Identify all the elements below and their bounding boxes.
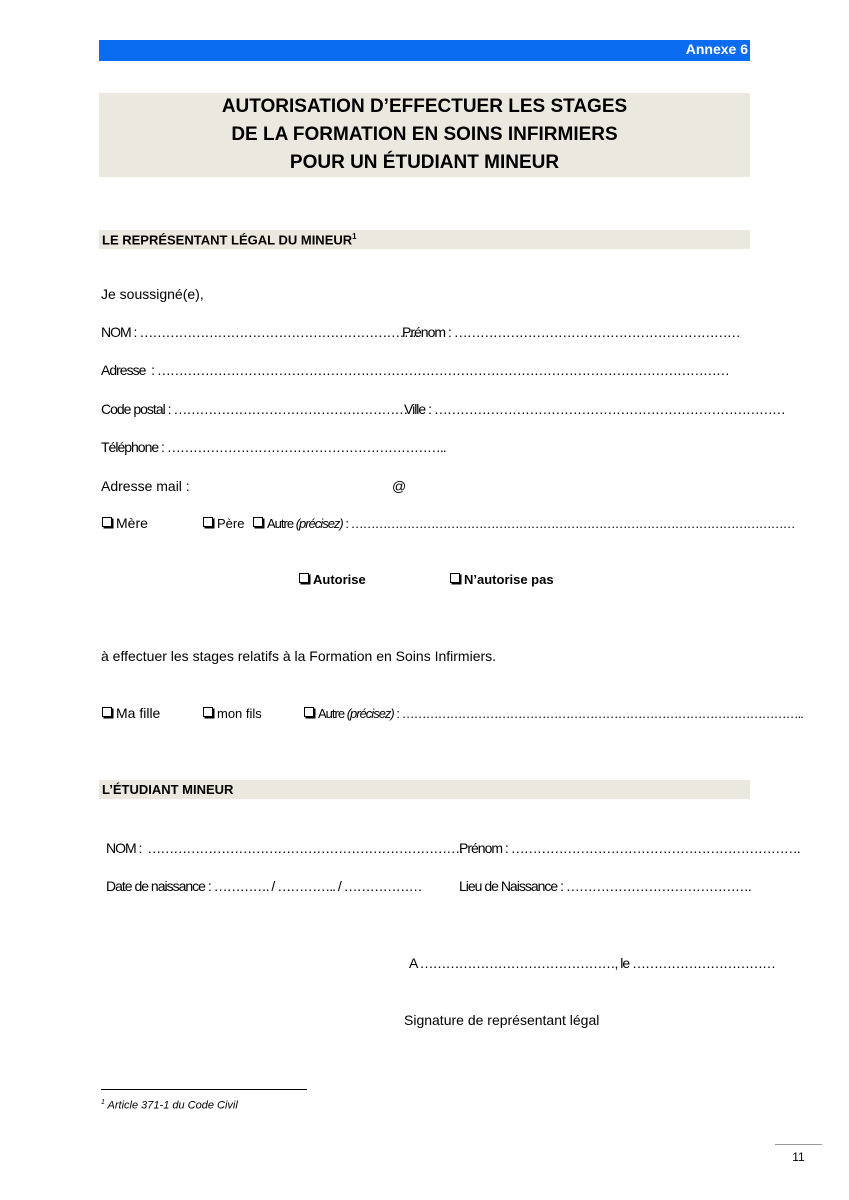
student-birthplace-field[interactable]: Lieu de Naissance : ……………………………………. [459, 878, 751, 894]
annex-header-bar [99, 40, 750, 61]
document-title [99, 93, 750, 177]
checkbox-icon [203, 517, 213, 527]
checkbox-icon [102, 517, 112, 527]
ville-field[interactable]: Ville : ……………………………………………………………………… [404, 401, 785, 417]
checkbox-pere[interactable] [203, 516, 244, 531]
mail-at-sign: @ [392, 478, 407, 494]
checkbox-ma-fille[interactable]: Ma fille [102, 705, 160, 721]
section-title: LE REPRÉSENTANT LÉGAL DU MINEUR [102, 232, 353, 248]
title-line-2: DE LA FORMATION EN SOINS INFIRMIERS [231, 124, 618, 145]
checkbox-icon [253, 517, 263, 527]
place-date-field[interactable]: A ………………………………………, le …………………………… [409, 955, 776, 971]
student-birthdate-field[interactable]: Date de naissance : …………. / ………….. / ……………… [106, 878, 422, 894]
stages-text: à effectuer les stages relatifs à la Formation en Soins Infirmiers. [101, 648, 497, 664]
student-prenom-field[interactable]: Prénom : …………………………………………………………. [459, 840, 800, 856]
annex-label: Annexe 6 [685, 41, 748, 57]
page-number-separator [775, 1144, 822, 1145]
student-nom-field[interactable]: NOM : ………………………………………………………………. [106, 840, 463, 856]
footnote: $^1$ Article 371-1 du Code Civil [101, 1099, 238, 1112]
intro-text: Je soussigné(e), [101, 286, 204, 302]
page-number: 11 [792, 1150, 805, 1164]
checkbox-label: Mère [116, 515, 148, 531]
adresse-field[interactable]: Adresse : …………………………………………………………………………………………………………………… [101, 362, 729, 378]
checkbox-icon [102, 707, 112, 717]
signature-label: Signature de représentant légal [404, 1012, 600, 1028]
checkbox-icon [304, 707, 314, 717]
nom-field[interactable]: NOM : ……………………………………………………….. [101, 324, 419, 340]
section-minor-student [99, 780, 750, 799]
title-line-1: AUTORISATION D’EFFECTUER LES STAGES [221, 96, 628, 117]
checkbox-mon-fils[interactable]: mon fils [203, 706, 262, 721]
mail-field[interactable]: Adresse mail : [101, 478, 190, 494]
checkbox-autre-relation[interactable]: Autre (précisez) : ………………………………………………………………………………………………… [253, 516, 795, 531]
checkbox-mere[interactable] [102, 515, 148, 531]
prenom-field[interactable]: Prénom : ………………………………………………………… [402, 324, 740, 340]
checkbox-label: Père [217, 516, 245, 531]
code-postal-field[interactable]: Code postal : ……………………………………………… [101, 401, 408, 417]
section-title: L’ÉTUDIANT MINEUR [102, 782, 234, 797]
checkbox-autorise[interactable]: Autorise [299, 572, 366, 587]
section-legal-representative [99, 230, 750, 249]
footnote-ref: 1 [352, 232, 357, 241]
footnote-separator [101, 1089, 307, 1090]
title-line-3: POUR UN ÉTUDIANT MINEUR [289, 152, 560, 173]
checkbox-icon [203, 707, 213, 717]
telephone-field[interactable]: Téléphone : ……………………………………………………….. [101, 439, 446, 455]
checkbox-icon [450, 573, 460, 583]
checkbox-autre-enfant[interactable]: Autre (précisez) : ……………………………………………………………………………………….. [304, 706, 803, 721]
checkbox-icon [299, 573, 309, 583]
checkbox-n-autorise-pas[interactable]: N’autorise pas [450, 572, 554, 587]
